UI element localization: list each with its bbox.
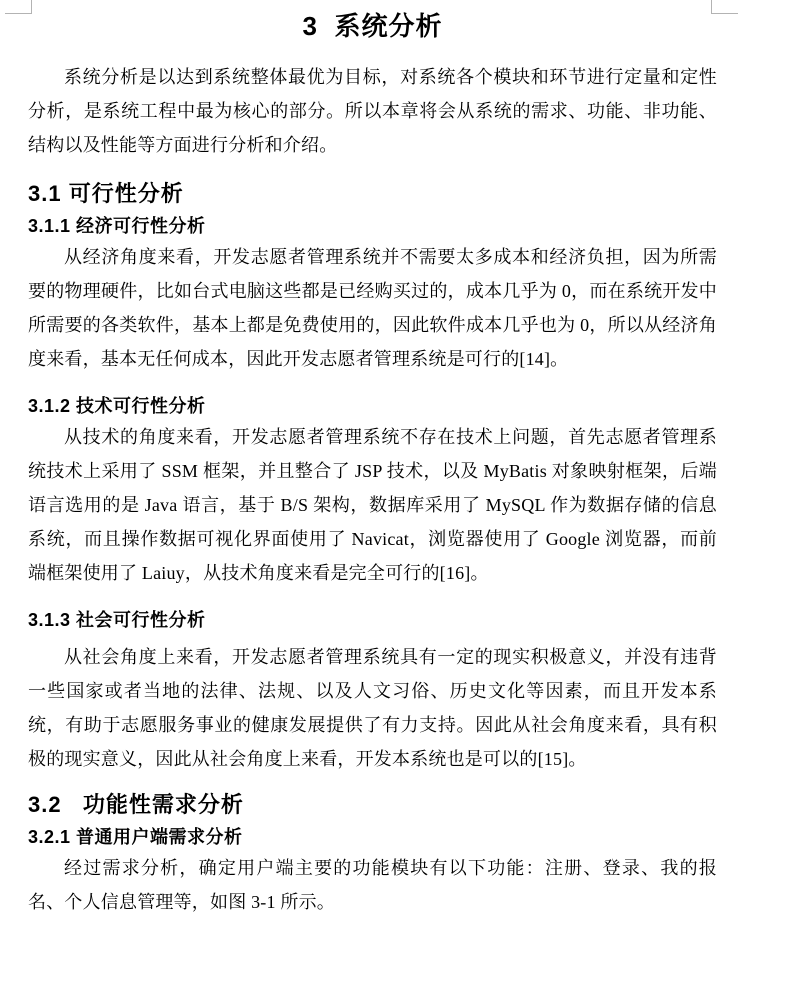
subsection-heading-3-1-2: 3.1.2 技术可行性分析 bbox=[28, 396, 206, 416]
margin-crop-mark-top-left bbox=[5, 0, 32, 14]
subsection-heading-3-1-1: 3.1.1 经济可行性分析 bbox=[28, 216, 206, 236]
subsection-heading-3-1-3: 3.1.3 社会可行性分析 bbox=[28, 610, 206, 630]
margin-crop-mark-top-right bbox=[711, 0, 738, 14]
subsection-heading-3-2-1: 3.2.1 普通用户端需求分析 bbox=[28, 827, 243, 847]
paragraph-user-requirements: 经过需求分析，确定用户端主要的功能模块有以下功能：注册、登录、我的报名、个人信息管理等，如图 3-1 所示。 bbox=[28, 858, 717, 912]
chapter-title: 3 系统分析 bbox=[302, 11, 443, 41]
paragraph-economic-feasibility: 从经济角度来看，开发志愿者管理系统并不需要太多成本和经济负担，因为所需要的物理硬件，比如台式电脑这些都是已经购买过的，成本几乎为 0，而在系统开发中所需要的各类软件，基本上都是免费使用的，因此软件成本几乎也为 0，所以从经济角度来看，基本无任何成本，因此开发志愿者管理系统是可行的[14]。 bbox=[28, 247, 717, 369]
paragraph-social-feasibility: 从社会角度上来看，开发志愿者管理系统具有一定的现实积极意义，并没有违背一些国家或者当地的法律、法规、以及人文习俗、历史文化等因素，而且开发本系统，有助于志愿服务事业的健康发展提供了有力支持。因此从社会角度来看，具有积极的现实意义，因此从社会角度上来看，开发本系统也是可以的[15]。 bbox=[28, 647, 717, 769]
intro-paragraph: 系统分析是以达到系统整体最优为目标，对系统各个模块和环节进行定量和定性分析，是系统工程中最为核心的部分。所以本章将会从系统的需求、功能、非功能、结构以及性能等方面进行分析和介绍。 bbox=[28, 67, 717, 155]
paragraph-technical-feasibility: 从技术的角度来看，开发志愿者管理系统不存在技术上问题，首先志愿者管理系统技术上采用了 SSM 框架，并且整合了 JSP 技术，以及 MyBatis 对象映射框架，后端语言选用的是 Java 语言，基于 B/S 架构，数据库采用了 MySQL 作为数据存储的信息系统，而且操作数据可视化界面使用了 Navicat，浏览器使用了 Google 浏览器，而前端框架使用了 Laiuy，从技术角度来看是完全可行的[16]。 bbox=[28, 427, 717, 583]
section-heading-3-1: 3.1 可行性分析 bbox=[28, 181, 184, 206]
section-heading-3-2: 3.2 功能性需求分析 bbox=[28, 792, 244, 817]
